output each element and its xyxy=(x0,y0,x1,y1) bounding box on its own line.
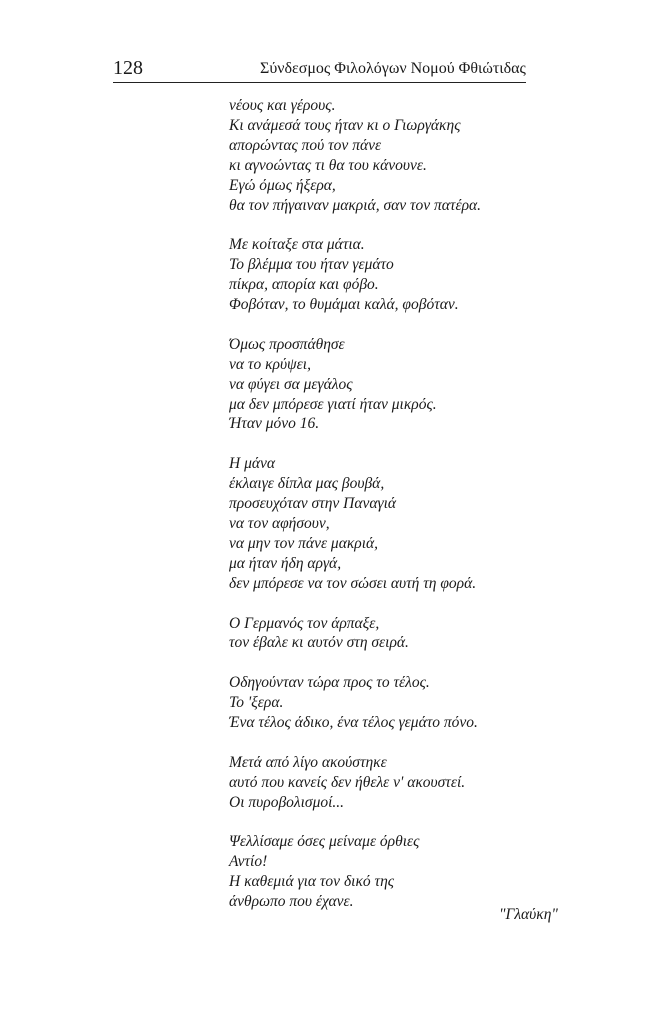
poem-line: μα δεν μπόρεσε γιατί ήταν μικρός. xyxy=(229,395,437,413)
poem-line: Με κοίταξε στα μάτια. xyxy=(229,236,365,254)
poem-line: άνθρωπο που έχανε. xyxy=(229,893,354,911)
poem-line: Η μάνα xyxy=(229,455,276,473)
poem-line: Ο Γερμανός τον άρπαξε, xyxy=(229,614,380,632)
poem-line: να τον αφήσουν, xyxy=(229,514,330,532)
poem-line: απορώντας πού τον πάνε xyxy=(229,136,382,154)
stanza xyxy=(229,753,481,813)
poem-line: Η καθεμιά για τον δικό της xyxy=(229,873,395,891)
poem-line: Το βλέμμα του ήταν γεμάτο xyxy=(229,256,394,274)
poem-line: Ήταν μόνο 16. xyxy=(229,415,320,433)
poem-line: Οδηγούνταν τώρα προς το τέλος. xyxy=(229,674,430,692)
stanza xyxy=(229,832,481,912)
stanza xyxy=(229,96,481,215)
page-header xyxy=(113,55,526,83)
poem-line: Όμως προσπάθησε xyxy=(229,335,345,353)
poem-line: κι αγνοώντας τι θα του κάνουνε. xyxy=(229,156,427,174)
poem-body xyxy=(229,96,481,932)
stanza xyxy=(229,614,481,654)
poem-line: να το κρύψει, xyxy=(229,355,311,373)
poem-line: Μετά από λίγο ακούστηκε xyxy=(229,753,387,771)
header-rule xyxy=(113,82,526,83)
poem-line: προσευχόταν στην Παναγιά xyxy=(229,495,397,513)
poem-line: έκλαιγε δίπλα μας βουβά, xyxy=(229,475,385,493)
poem-line: πίκρα, απορία και φόβο. xyxy=(229,276,379,294)
poem-line: να φύγει σα μεγάλος xyxy=(229,375,353,393)
poem-line: δεν μπόρεσε να τον σώσει αυτή τη φορά. xyxy=(229,574,477,592)
poem-line: να μην τον πάνε μακριά, xyxy=(229,534,379,552)
poem-line: Κι ανάμεσά τους ήταν κι ο Γιωργάκης xyxy=(229,116,461,134)
poem-line: τον έβαλε κι αυτόν στη σειρά. xyxy=(229,634,409,652)
poem-line: Οι πυροβολισμοί... xyxy=(229,793,345,811)
poem-line: Αντίο! xyxy=(229,853,268,871)
poem-line: Φοβόταν, το θυμάμαι καλά, φοβόταν. xyxy=(229,296,459,314)
poem-line: νέους και γέρους. xyxy=(229,97,336,114)
poem-line: θα τον πήγαιναν μακριά, σαν τον πατέρα. xyxy=(229,196,482,214)
page-number: 128 xyxy=(113,57,143,79)
poem-line: μα ήταν ήδη αργά, xyxy=(229,554,342,572)
stanza xyxy=(229,235,481,315)
poem-line: αυτό που κανείς δεν ήθελε ν' ακουστεί. xyxy=(229,773,466,791)
running-title: Σύνδεσμος Φιλολόγων Νομού Φθιώτιδας xyxy=(260,60,526,77)
stanza xyxy=(229,673,481,733)
stanza xyxy=(229,335,481,435)
poem-line: Ένα τέλος άδικο, ένα τέλος γεμάτο πόνο. xyxy=(229,714,478,732)
author-signature: "Γλαύκη" xyxy=(499,906,558,923)
poem-line: Το 'ξερα. xyxy=(229,694,284,712)
stanza xyxy=(229,454,481,593)
poem-line: Ψελλίσαμε όσες μείναμε όρθιες xyxy=(229,833,420,851)
poem-line: Εγώ όμως ήξερα, xyxy=(229,176,336,194)
